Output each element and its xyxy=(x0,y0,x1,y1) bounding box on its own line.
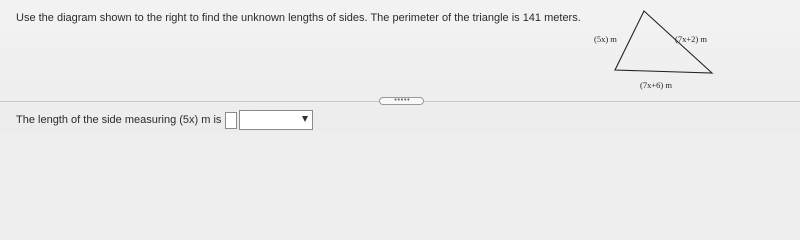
chevron-down-icon xyxy=(302,116,308,122)
side-label-left: (5x) m xyxy=(594,34,617,44)
answer-row xyxy=(16,110,313,130)
answer-label: The length of the side measuring (5x) m is xyxy=(16,114,222,126)
triangle-diagram xyxy=(588,6,758,96)
side-label-right: (7x+2) m xyxy=(675,34,707,44)
question-text: Use the diagram shown to the right to find the unknown lengths of sides. The perimeter of the triangle is 141 meters. xyxy=(16,12,581,24)
answer-input[interactable] xyxy=(225,112,237,129)
resize-handle[interactable]: ••••• xyxy=(379,97,424,105)
unit-dropdown[interactable] xyxy=(239,110,313,130)
side-label-bottom: (7x+6) m xyxy=(640,80,672,90)
